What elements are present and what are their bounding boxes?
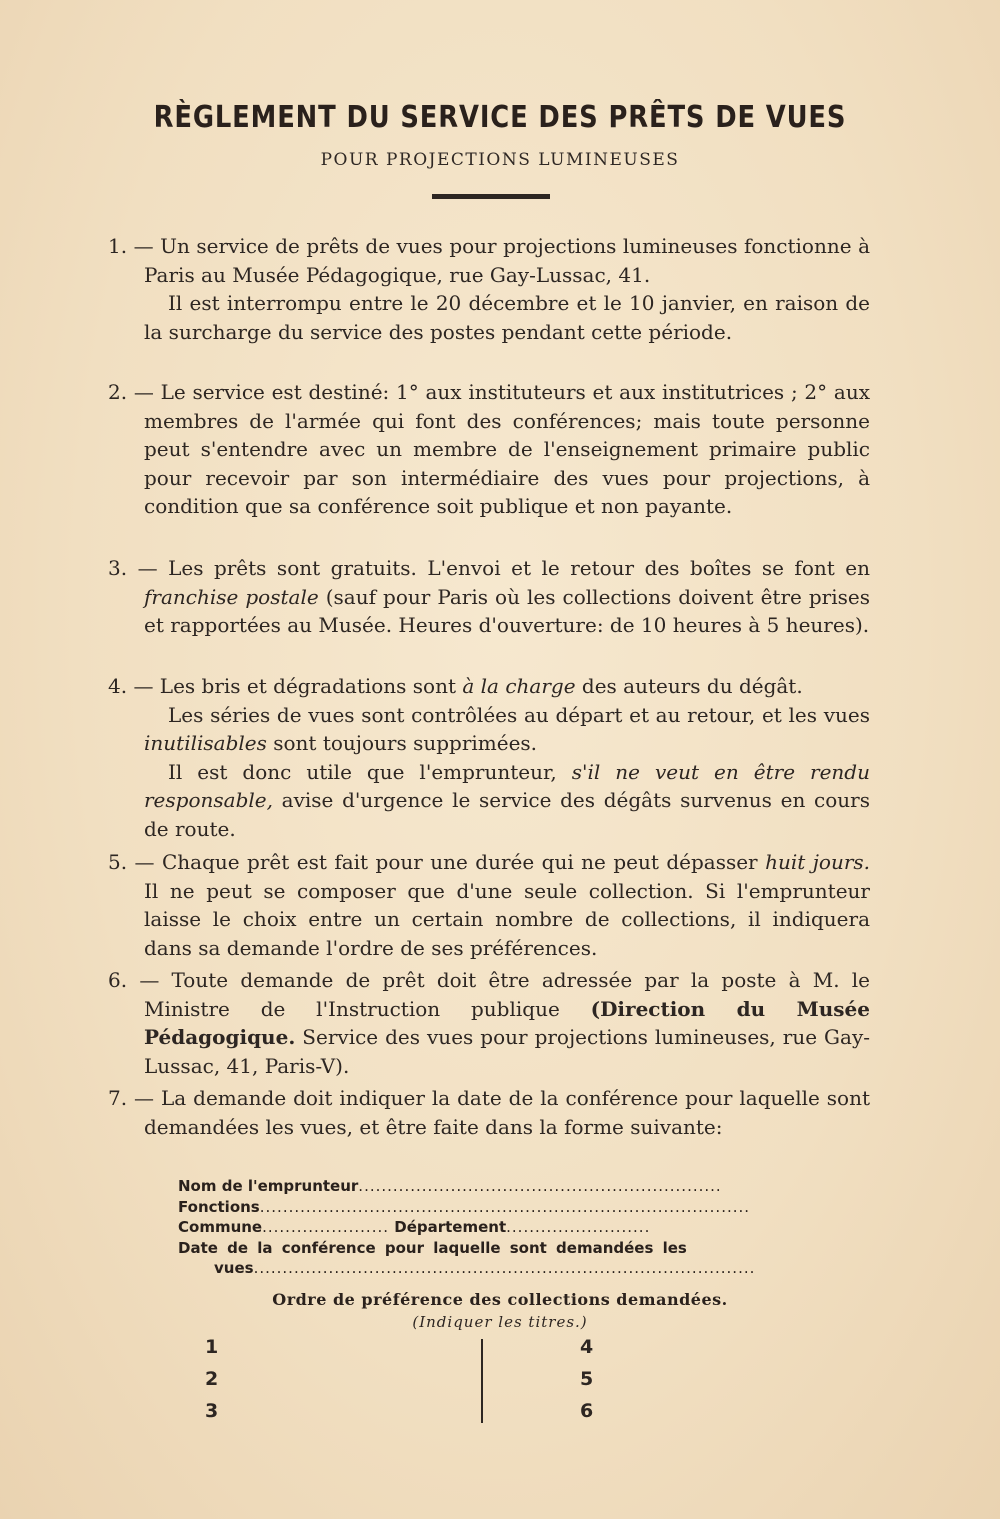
article-4-paragraph-2 xyxy=(108,701,870,758)
article-text: Il est donc utile que l'emprunteur, xyxy=(168,759,572,784)
form-label-commune: Commune xyxy=(178,1218,263,1236)
article-number: 1. xyxy=(108,234,128,258)
article-text: (sauf pour Paris où les collections doivent être prises et rapportées au Musée. Heures d'ouverture: de 10 heures à 5 heures). xyxy=(144,584,870,637)
article-2 xyxy=(108,378,870,521)
article-text: — Chaque prêt est fait pour une durée qui ne peut dépasser xyxy=(134,850,766,874)
form-field-commune[interactable]: ...................... xyxy=(262,1218,390,1236)
article-4-paragraph-3 xyxy=(108,758,870,844)
form-field-nom[interactable]: ............................................................... xyxy=(358,1177,722,1195)
article-text: — La demande doit indiquer la date de la conférence pour laquelle sont demandées les vues, et être faite dans la forme suivante: xyxy=(134,1086,871,1139)
form-label-departement: Département xyxy=(394,1218,507,1236)
preference-1[interactable]: 1 xyxy=(205,1336,219,1358)
article-3-paragraph xyxy=(108,554,870,640)
page-subtitle: POUR PROJECTIONS LUMINEUSES xyxy=(320,150,680,170)
form-label-date: Date de la conférence pour laquelle sont demandées les xyxy=(178,1238,687,1257)
article-number: 5. xyxy=(108,850,128,874)
article-1-paragraph-2: Il est interrompu entre le 20 décembre et le 10 janvier, en raison de la surcharge du service des postes pendant cette période. xyxy=(144,291,870,344)
article-2-paragraph xyxy=(108,378,870,521)
preference-4[interactable]: 4 xyxy=(580,1336,594,1358)
article-7-paragraph xyxy=(108,1084,870,1141)
article-text: — Un service de prêts de vues pour projections lumineuses fonctionne à Paris au Musée Pédagogique, rue Gay-Lussac, 41. xyxy=(133,234,870,287)
form-row-nom xyxy=(178,1176,800,1197)
article-number: 3. xyxy=(108,556,128,580)
preference-2[interactable]: 2 xyxy=(205,1368,219,1390)
article-6 xyxy=(108,966,870,1080)
title-divider xyxy=(432,194,550,199)
form-label-nom: Nom de l'emprunteur xyxy=(178,1177,359,1195)
article-6-paragraph xyxy=(108,966,870,1080)
preferences-title: Ordre de préférence des collections demandées. xyxy=(272,1290,728,1309)
form-row-fonctions xyxy=(178,1197,800,1218)
article-5-paragraph xyxy=(108,848,870,962)
article-text: Service des vues pour projections lumineuses, rue Gay-Lussac, 41, Paris-V). xyxy=(144,1025,870,1078)
article-4 xyxy=(108,672,870,843)
preferences-note: (Indiquer les titres.) xyxy=(412,1313,588,1331)
article-text: — Les prêts sont gratuits. L'envoi et le retour des boîtes se font en xyxy=(137,556,870,580)
article-5 xyxy=(108,848,870,962)
article-number: 7. xyxy=(108,1086,128,1110)
form-field-fonctions[interactable]: ..................................................................................... xyxy=(259,1197,751,1216)
article-text: avise d'urgence le service des dégâts survenus en cours de route. xyxy=(144,788,870,841)
form-row-commune xyxy=(178,1217,800,1238)
article-number: 4. xyxy=(108,674,128,698)
preference-5[interactable]: 5 xyxy=(580,1368,594,1390)
preference-3[interactable]: 3 xyxy=(205,1400,219,1422)
form-label-vues: vues xyxy=(214,1259,254,1277)
article-3 xyxy=(108,554,870,640)
article-text-bold: (Direction du Musée Pédagogique. xyxy=(144,996,870,1049)
preferences-divider xyxy=(481,1339,483,1423)
article-text: des auteurs du dégât. xyxy=(575,674,803,698)
form-label-fonctions: Fonctions xyxy=(178,1197,260,1216)
form-field-vues[interactable]: ....................................................................................... xyxy=(253,1259,756,1277)
article-text: — Le service est destiné: 1° aux instituteurs et aux institutrices ; 2° aux membres de l'armée qui font des conférences; mais toute personne peut s'entendre avec un membre de l'enseignement primaire public pour recevoir par son intermédiaire des vues pour projections, à condition que sa conférence soit publique et non payante. xyxy=(133,380,870,518)
article-text-italic: inutilisables xyxy=(144,731,267,755)
article-number: 2. xyxy=(108,380,128,404)
article-text: Les séries de vues sont contrôlées au départ et au retour, et les vues xyxy=(168,702,870,727)
article-text-italic: franchise postale xyxy=(144,584,319,609)
article-text: — Les bris et dégradations sont xyxy=(133,674,463,698)
article-text-italic: huit jours. xyxy=(765,850,871,874)
article-text: sont toujours supprimées. xyxy=(266,731,538,755)
article-4-paragraph-1 xyxy=(108,672,870,701)
preference-6[interactable]: 6 xyxy=(580,1400,594,1422)
form-row-date xyxy=(178,1238,800,1259)
page-title: RÈGLEMENT DU SERVICE DES PRÊTS DE VUES xyxy=(153,100,847,135)
article-text: Il ne peut se composer que d'une seule collection. Si l'emprunteur laisse le choix entre un certain nombre de collections, il indiquera dans sa demande l'ordre de ses préférences. xyxy=(144,878,870,960)
request-form xyxy=(178,1176,800,1279)
article-text-italic: à la charge xyxy=(462,674,576,698)
article-number: 6. xyxy=(108,968,128,992)
article-7 xyxy=(108,1084,870,1141)
article-1 xyxy=(108,232,870,346)
form-field-departement[interactable]: ......................... xyxy=(506,1218,651,1236)
form-row-vues xyxy=(178,1258,800,1279)
article-text: — Toute demande de prêt doit être adressée par la poste à M. le Ministre de l'Instruction publique xyxy=(139,968,870,1021)
article-1-paragraph-1 xyxy=(108,232,870,289)
article-text-italic: s'il ne veut en être rendu responsable, xyxy=(144,759,870,812)
